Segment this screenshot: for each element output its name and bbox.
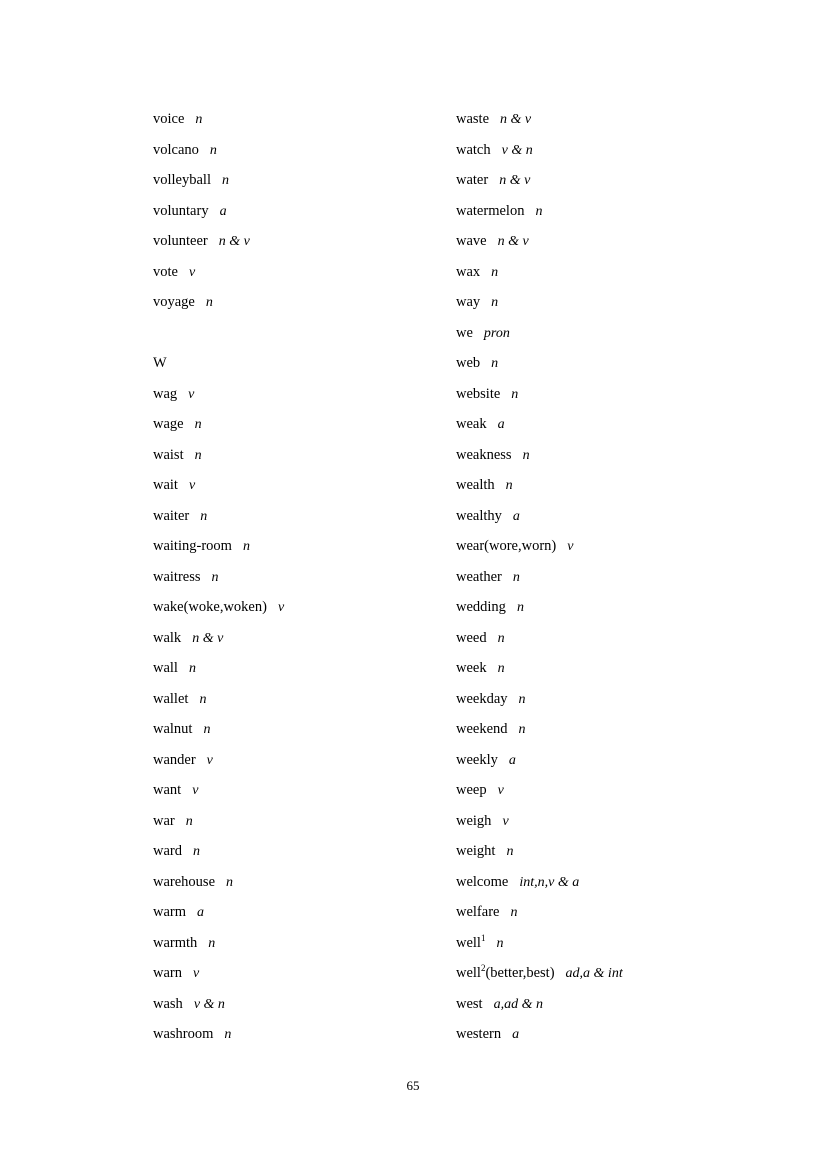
entry-part-of-speech: a [497,417,505,432]
entry-word: waiting-room [153,538,232,554]
entry-part-of-speech: a [197,905,205,920]
dictionary-entry [153,867,453,898]
entry-part-of-speech: n [208,935,216,951]
entry-part-of-speech: v [497,783,504,798]
column-left [153,104,453,1050]
entry-word: voluntary [153,202,209,219]
dictionary-entry [456,775,756,806]
entry-word: weakness [456,446,512,463]
dictionary-entry [153,287,453,318]
entry-word: wave [456,233,487,249]
entry-word: web [456,355,481,371]
entry-word: water [456,172,489,188]
entry-word: wage [153,416,184,432]
dictionary-entry [456,1019,756,1050]
entry-word: watch [456,141,491,158]
entry-part-of-speech: n [518,722,526,737]
entry-word: voice [153,111,185,127]
entry-word: weak [456,416,487,432]
entry-part-of-speech: ad,a & int [565,966,623,981]
entry-part-of-speech: v [567,539,574,554]
dictionary-entry [456,806,756,837]
entry-word: vote [153,263,178,280]
entry-part-of-speech: n & v [497,234,529,249]
entry-word: well [456,934,481,951]
dictionary-entry [456,135,756,166]
dictionary-entry [456,623,756,654]
dictionary-entry [153,379,453,410]
entry-word: wedding [456,599,506,615]
entry-part-of-speech: v [193,966,200,981]
dictionary-entry [153,196,453,227]
entry-word: wealthy [456,507,502,524]
entry-word: weather [456,568,502,585]
dictionary-entry [456,928,756,959]
entry-part-of-speech: v [188,478,196,493]
entry-part-of-speech: n [511,386,519,402]
entry-word: weigh [456,812,492,829]
entry-part-of-speech: n [209,142,217,158]
dictionary-entry [153,592,453,623]
dictionary-entry [456,531,756,562]
entry-part-of-speech: n & v [500,112,532,127]
entry-part-of-speech: int,n,v & a [519,874,580,890]
entry-part-of-speech: n [195,112,203,127]
dictionary-entry [153,165,453,196]
entry-part-of-speech: v [188,386,195,402]
entry-columns [0,104,826,1050]
entry-part-of-speech: v & n [193,996,225,1012]
entry-word-suffix: (better,best) [485,965,555,981]
dictionary-entry [153,562,453,593]
entry-word: weight [456,843,496,859]
entry-part-of-speech: v [277,600,285,615]
dictionary-entry [456,592,756,623]
entry-word: volleyball [153,172,211,188]
entry-word: week [456,660,487,676]
entry-word: wash [153,995,183,1012]
entry-word: western [456,1026,502,1042]
entry-word: west [456,995,483,1012]
column-right [456,104,756,1050]
dictionary-entry [456,653,756,684]
entry-word: wag [153,385,178,402]
entry-part-of-speech: n [203,722,211,737]
entry-part-of-speech: n [505,478,513,493]
entry-part-of-speech: n [193,844,200,859]
entry-part-of-speech: a [512,508,520,524]
entry-part-of-speech: v [206,752,213,768]
entry-word: wait [153,477,178,493]
entry-part-of-speech: v & n [501,142,533,158]
dictionary-entry [456,409,756,440]
dictionary-entry [456,257,756,288]
dictionary-entry [153,989,453,1020]
dictionary-entry [153,440,453,471]
entry-part-of-speech: v [188,264,196,280]
dictionary-entry [153,104,453,135]
entry-part-of-speech: n [224,1027,232,1042]
entry-part-of-speech: n [491,295,499,310]
dictionary-entry [153,836,453,867]
entry-superscript: 2 [480,963,486,974]
entry-part-of-speech: n [506,844,514,859]
entry-word: volunteer [153,233,208,249]
entry-word: waiter [153,507,190,524]
entry-part-of-speech: n [188,661,196,676]
entry-word: warmth [153,934,198,951]
dictionary-entry [456,379,756,410]
entry-word: weekly [456,751,498,768]
entry-part-of-speech: n [518,691,526,707]
entry-word: way [456,294,481,310]
dictionary-entry [456,714,756,745]
entry-part-of-speech: n [185,813,193,829]
entry-word: wealth [456,477,495,493]
entry-word: waitress [153,568,201,585]
entry-word: we [456,324,473,341]
entry-part-of-speech: pron [483,325,510,341]
entry-part-of-speech: n [535,203,543,219]
dictionary-entry [153,409,453,440]
dictionary-entry [456,897,756,928]
entry-part-of-speech: n [242,539,250,554]
dictionary-entry [153,775,453,806]
entry-spacer [153,318,453,349]
dictionary-entry [456,562,756,593]
entry-word: walnut [153,721,193,737]
dictionary-entry [456,287,756,318]
entry-word: wear(wore,worn) [456,538,557,554]
entry-part-of-speech: v [502,813,509,829]
entry-part-of-speech: n [510,905,518,920]
entry-word: welcome [456,873,509,890]
dictionary-entry [153,684,453,715]
entry-part-of-speech: n & v [192,630,224,646]
letter-label: W [153,355,167,371]
entry-part-of-speech: n [491,356,499,371]
dictionary-entry [456,226,756,257]
entry-word: weekday [456,690,508,707]
dictionary-entry [456,318,756,349]
dictionary-entry [153,653,453,684]
dictionary-entry [153,135,453,166]
letter-heading [153,348,453,379]
entry-word: washroom [153,1026,214,1042]
entry-part-of-speech: n [205,295,213,310]
entry-word: waist [153,446,184,463]
entry-part-of-speech: n [496,935,504,951]
entry-word: warehouse [153,873,216,890]
entry-part-of-speech: v [192,783,199,798]
entry-part-of-speech: n [491,264,499,280]
entry-part-of-speech: n & v [499,173,531,188]
entry-part-of-speech: a [219,203,227,219]
dictionary-entry [153,928,453,959]
entry-part-of-speech: n [211,569,219,585]
entry-word: wax [456,263,481,280]
entry-word: weekend [456,721,508,737]
dictionary-entry [153,958,453,989]
entry-part-of-speech: n [194,447,202,463]
dictionary-entry [153,501,453,532]
entry-word: warn [153,965,182,981]
dictionary-entry [153,897,453,928]
entry-part-of-speech: a [512,1027,520,1042]
dictionary-entry [456,104,756,135]
dictionary-entry [456,501,756,532]
dictionary-entry [456,470,756,501]
entry-word: volcano [153,141,199,158]
entry-part-of-speech: n [194,417,202,432]
dictionary-entry [456,684,756,715]
entry-word: weed [456,629,487,646]
entry-word: wander [153,751,196,768]
entry-word: waste [456,111,490,127]
page-number: 65 [406,1078,420,1093]
entry-part-of-speech: n [226,874,234,890]
dictionary-entry [456,745,756,776]
entry-part-of-speech: n [516,600,524,615]
entry-word: weep [456,782,487,798]
dictionary-entry [456,836,756,867]
entry-part-of-speech: a,ad & n [493,996,543,1012]
entry-word: well [456,965,481,981]
entry-part-of-speech: n [222,173,229,188]
dictionary-entry [153,531,453,562]
entry-part-of-speech: n [512,569,520,585]
entry-word: watermelon [456,202,525,219]
entry-part-of-speech: n [199,691,207,707]
dictionary-entry [456,989,756,1020]
entry-word: welfare [456,904,500,920]
entry-part-of-speech: n [497,661,505,676]
dictionary-entry [153,623,453,654]
entry-word: voyage [153,294,195,310]
dictionary-entry [456,958,756,989]
entry-part-of-speech: n [200,508,208,524]
dictionary-entry [456,348,756,379]
entry-word: war [153,812,175,829]
entry-part-of-speech: n [497,630,505,646]
dictionary-entry [153,257,453,288]
dictionary-entry [153,745,453,776]
entry-word: want [153,782,182,798]
dictionary-entry [153,470,453,501]
entry-part-of-speech: n & v [218,234,250,249]
dictionary-entry [456,196,756,227]
dictionary-entry [456,165,756,196]
entry-word: wake(woke,woken) [153,599,267,615]
entry-part-of-speech: a [508,752,516,768]
entry-part-of-speech: n [522,447,530,463]
entry-word: wall [153,660,178,676]
entry-word: warm [153,904,187,920]
entry-superscript: 1 [480,932,486,943]
entry-word: wallet [153,690,189,707]
dictionary-entry [153,806,453,837]
dictionary-entry [153,714,453,745]
dictionary-entry [456,867,756,898]
dictionary-entry [153,226,453,257]
entry-word: ward [153,843,182,859]
dictionary-entry [153,1019,453,1050]
entry-word: website [456,385,501,402]
dictionary-entry [456,440,756,471]
entry-word: walk [153,629,182,646]
